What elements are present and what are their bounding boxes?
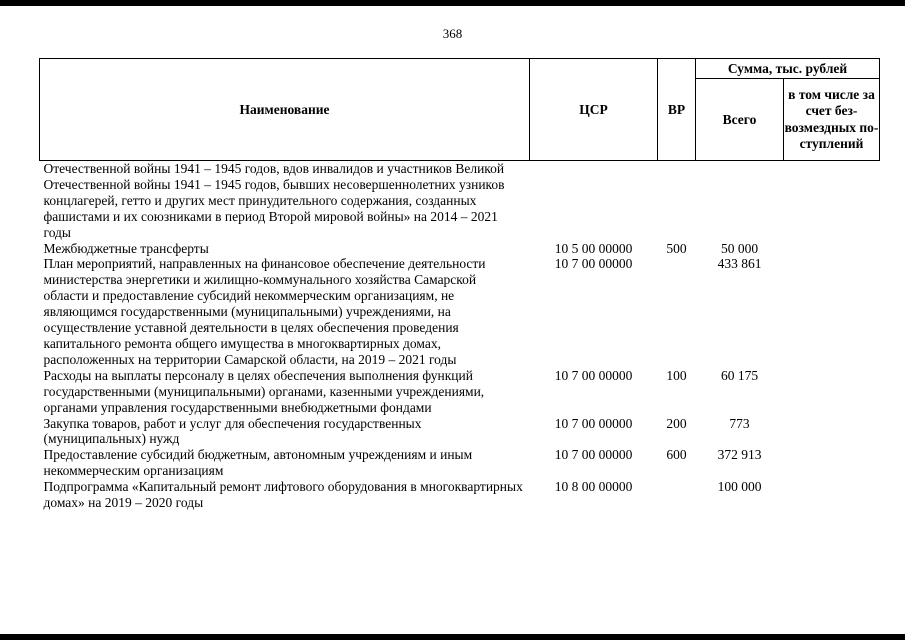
table-row [40, 447, 880, 479]
row-total: 60 175 [720, 367, 759, 383]
header-total: Всего [696, 79, 784, 161]
row-vr: 500 [666, 240, 687, 256]
row-csr [530, 161, 658, 241]
row-free [784, 416, 880, 448]
row-total: 100 000 [717, 479, 762, 495]
header-csr: ЦСР [530, 59, 658, 161]
page-number: 368 [442, 26, 463, 41]
bottom-border-bar [0, 634, 905, 640]
row-csr: 10 7 00 00000 [554, 367, 633, 383]
table-row [40, 256, 880, 367]
table-row [40, 161, 880, 241]
row-total: 372 913 [717, 447, 762, 463]
row-free [784, 479, 880, 511]
header-sum: Сумма, тыс. рублей [696, 59, 880, 79]
table-row [40, 416, 880, 448]
row-free [784, 241, 880, 257]
budget-table-container [39, 58, 880, 511]
row-name: Межбюджетные трансферты [43, 240, 209, 256]
row-name: План мероприятий, направленных на финансовое обеспечение деятельности министерства энергетики и жилищно-коммунального хозяйства Самарской области и предоставление субсидий некоммерческим организациям, не являющимся государственными (муниципальными) учреждениями, на осуществление уставной деятельности в целях обеспечения проведения капитального ремонта общего имущества в многоквартирных домах, расположенных на территории Самарской области, на 2019 – 2021 годы [43, 256, 486, 367]
row-name: Закупка товаров, работ и услуг для обеспечения государственных (муниципальных) нужд [43, 415, 422, 447]
row-csr: 10 8 00 00000 [554, 479, 633, 495]
budget-table [39, 58, 880, 511]
table-row [40, 368, 880, 416]
row-vr: 100 [666, 367, 687, 383]
table-row [40, 479, 880, 511]
row-name: Расходы на выплаты персоналу в целях обеспечения выполнения функций государственными (муниципальными) органами, казенными учреждениями, органами управления государственными внебюджетными фондами [43, 367, 485, 415]
row-csr: 10 7 00 00000 [554, 415, 633, 431]
row-vr [658, 161, 696, 241]
row-total: 50 000 [720, 240, 759, 256]
table-row [40, 241, 880, 257]
row-free [784, 368, 880, 416]
row-vr [658, 479, 696, 511]
row-free [784, 161, 880, 241]
row-total [696, 161, 784, 241]
row-total: 433 861 [717, 256, 762, 272]
row-name: Предоставление субсидий бюджетным, автономным учреждениям и иным некоммерческим организациям [43, 447, 473, 479]
header-name: Наименование [40, 59, 530, 161]
header-free: в том числе за счет без-возмездных по-ступлений [784, 79, 880, 161]
row-name: Подпрограмма «Капитальный ремонт лифтового оборудования в многоквартирных домах» на 2019 – 2020 годы [43, 479, 523, 511]
row-name: Отечественной войны 1941 – 1945 годов, вдов инвалидов и участников Великой Отечественной войны 1941 – 1945 годов, бывших несовершеннолетних узников концлагерей, гетто и других мест принудительного содержания, созданных фашистами и их союзниками в период Второй мировой войны» на 2014 – 2021 годы [43, 161, 505, 240]
row-total: 773 [729, 415, 750, 431]
row-free [784, 256, 880, 367]
row-vr: 200 [666, 415, 687, 431]
row-vr [658, 256, 696, 367]
header-vr: ВР [658, 59, 696, 161]
table-body [40, 161, 880, 511]
row-free [784, 447, 880, 479]
top-border-bar [0, 0, 905, 6]
row-csr: 10 5 00 00000 [554, 240, 633, 256]
row-vr: 600 [666, 447, 687, 463]
row-csr: 10 7 00 00000 [554, 447, 633, 463]
row-csr: 10 7 00 00000 [554, 256, 633, 272]
